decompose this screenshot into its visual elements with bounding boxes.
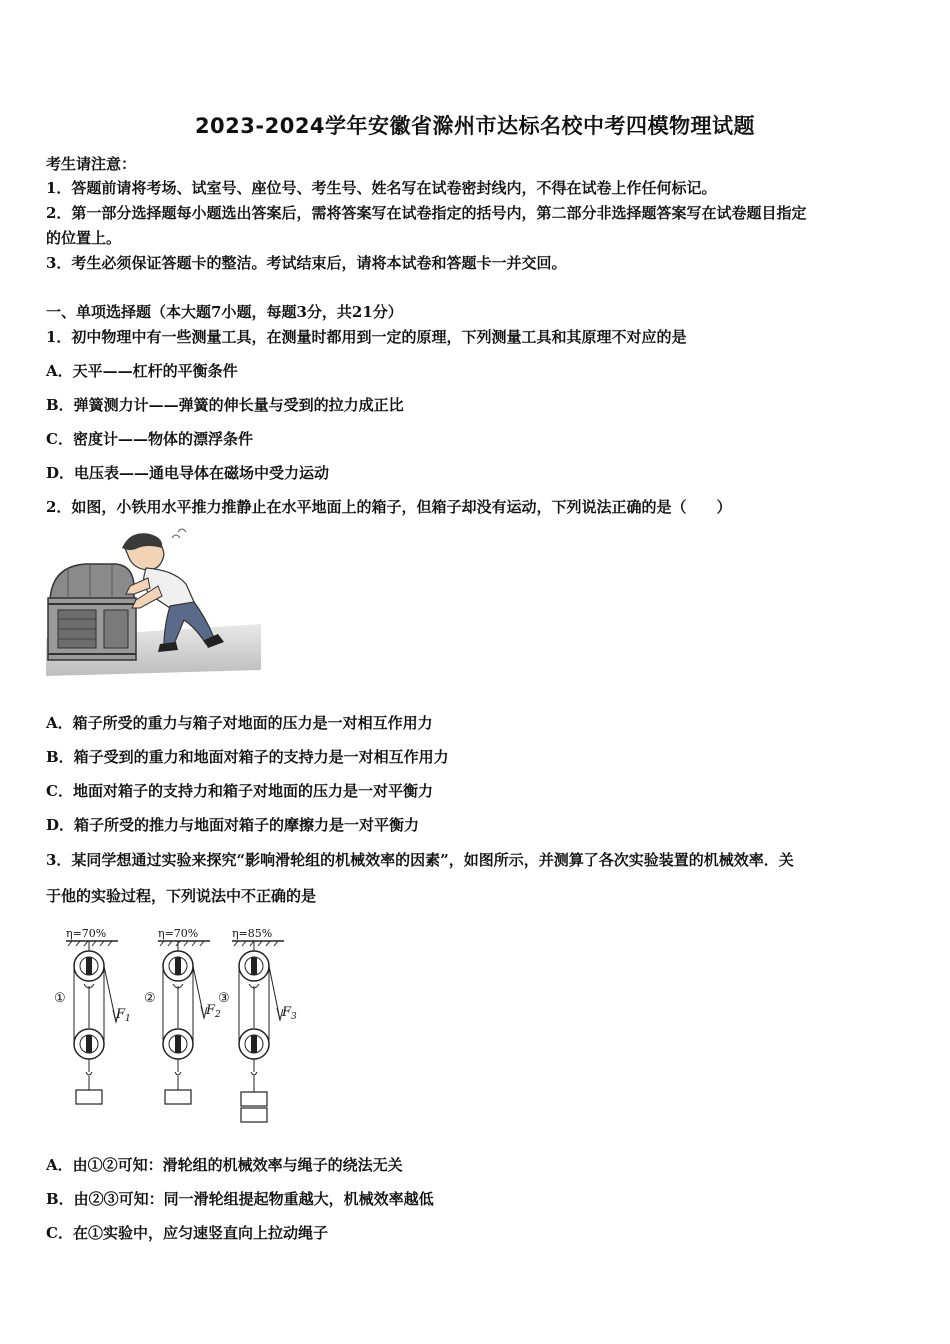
q2-stem: 2．如图，小铁用水平推力推静止在水平地面上的箱子，但箱子却没有运动，下列说法正确的是（ ） <box>46 498 732 516</box>
q2-option-c[interactable]: C．地面对箱子的支持力和箱子对地面的压力是一对平衡力 <box>46 782 433 800</box>
q3-stem-line1: 3．某同学想通过实验来探究“影响滑轮组的机械效率的因素”，如图所示，并测算了各次实验装置的机械效率．关 <box>46 851 794 869</box>
q1-option-c[interactable]: C．密度计——物体的漂浮条件 <box>46 430 253 448</box>
force-label-1: F <box>116 1007 126 1022</box>
marker-2: ② <box>144 991 156 1006</box>
treasure-chest <box>48 564 136 660</box>
q3-option-c[interactable]: C．在①实验中，应匀速竖直向上拉动绳子 <box>46 1224 328 1242</box>
q1-option-b[interactable]: B．弹簧测力计——弹簧的伸长量与受到的拉力成正比 <box>46 396 404 414</box>
svg-text:F1 <box>115 1007 131 1024</box>
notice-item-2: 2．第一部分选择题每小题选出答案后，需将答案写在试卷指定的括号内，第二部分非选择题答案写在试卷题目指定 <box>46 204 807 222</box>
pulley-system-2 <box>144 927 221 1104</box>
page-title: 2023-2024学年安徽省滁州市达标名校中考四模物理试题 <box>194 114 756 138</box>
marker-1: ① <box>54 991 66 1006</box>
q3-option-b[interactable]: B．由②③可知：同一滑轮组提起物重越大，机械效率越低 <box>46 1190 434 1208</box>
q2-option-b[interactable]: B．箱子受到的重力和地面对箱子的支持力是一对相互作用力 <box>46 748 449 766</box>
q3-stem-line2: 于他的实验过程，下列说法中不正确的是 <box>46 887 317 905</box>
efficiency-label-2: η=70% <box>158 927 199 940</box>
pulley-system-3 <box>218 927 297 1122</box>
notice-heading: 考生请注意： <box>46 155 137 173</box>
notice-item-3: 3．考生必须保证答题卡的整洁。考试结束后，请将本试卷和答题卡一并交回。 <box>46 254 567 272</box>
q1-option-a[interactable]: A．天平——杠杆的平衡条件 <box>46 362 238 380</box>
boy-pushing-box-illustration <box>46 528 261 676</box>
section-heading: 一、单项选择题（本大题7小题，每题3分，共21分） <box>46 303 403 321</box>
notice-item-1: 1．答题前请将考场、试室号、座位号、考生号、姓名写在试卷密封线内，不得在试卷上作任何标记。 <box>46 179 717 197</box>
q1-option-d[interactable]: D．电压表——通电导体在磁场中受力运动 <box>46 464 330 482</box>
force-label-2: F <box>206 1003 216 1018</box>
notice-item-2-cont: 的位置上。 <box>46 229 122 247</box>
pulley-system-1 <box>54 927 131 1104</box>
force-sub-2: 2 <box>215 1010 221 1020</box>
force-sub-3: 3 <box>291 1012 297 1022</box>
q2-option-d[interactable]: D．箱子所受的推力与地面对箱子的摩擦力是一对平衡力 <box>46 816 420 834</box>
q3-option-a[interactable]: A．由①②可知：滑轮组的机械效率与绳子的绕法无关 <box>46 1156 403 1174</box>
force-sub-1: 1 <box>125 1014 131 1024</box>
pulley-systems-diagram <box>46 922 316 1130</box>
efficiency-label-1: η=70% <box>66 927 107 940</box>
q1-stem: 1．初中物理中有一些测量工具，在测量时都用到一定的原理，下列测量工具和其原理不对应的是 <box>46 328 687 346</box>
marker-3: ③ <box>218 991 230 1006</box>
svg-text:F3 <box>281 1005 297 1022</box>
force-label-3: F <box>282 1005 292 1020</box>
efficiency-label-3: η=85% <box>232 927 273 940</box>
q2-option-a[interactable]: A．箱子所受的重力与箱子对地面的压力是一对相互作用力 <box>46 714 433 732</box>
